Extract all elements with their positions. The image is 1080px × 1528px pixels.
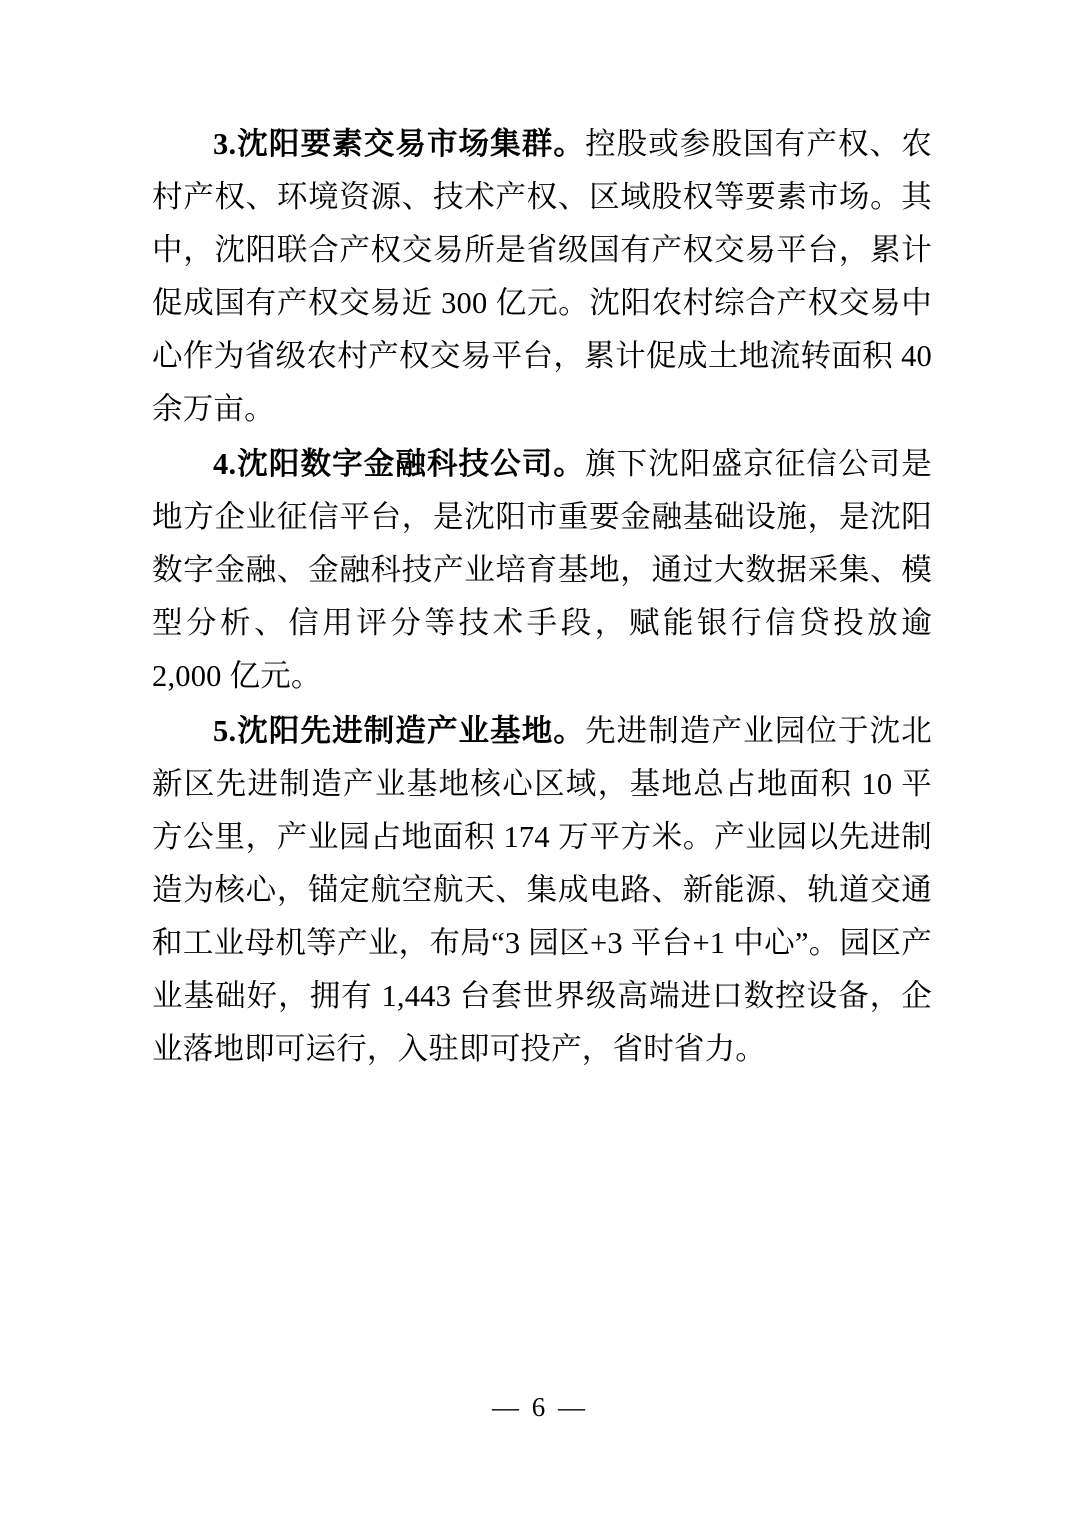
paragraph-4-heading: 4.沈阳数字金融科技公司。 [213, 447, 586, 481]
document-body [152, 118, 932, 1078]
paragraph-5-text: 先进制造产业园位于沈北新区先进制造产业基地核心区域，基地总占地面积 10 平方公里，产业园占地面积 174 万平方米。产业园以先进制造为核心，锚定航空航天、集成电路、新能源、轨道交通和工业母机等产业，布局“3 园区+3 平台+1 中心”。园区产业基础好，拥有 1,443 台套世界级高端进口数控设备，企业落地即可运行，入驻即可投产，省时省力。 [152, 714, 932, 1066]
page-number: — 6 — [492, 1392, 588, 1422]
paragraph-5-heading: 5.沈阳先进制造产业基地。 [213, 714, 586, 748]
paragraph-4-text: 旗下沈阳盛京征信公司是地方企业征信平台，是沈阳市重要金融基础设施，是沈阳数字金融、金融科技产业培育基地，通过大数据采集、模型分析、信用评分等技术手段，赋能银行信贷投放逾 2,000 亿元。 [152, 447, 932, 693]
paragraph-3-heading: 3.沈阳要素交易市场集群。 [213, 127, 586, 161]
paragraph-5 [152, 705, 932, 1076]
paragraph-4 [152, 438, 932, 703]
paragraph-3-text: 控股或参股国有产权、农村产权、环境资源、技术产权、区域股权等要素市场。其中，沈阳联合产权交易所是省级国有产权交易平台，累计促成国有产权交易近 300 亿元。沈阳农村综合产权交易中心作为省级农村产权交易平台，累计促成土地流转面积 40 余万亩。 [152, 127, 932, 426]
paragraph-3 [152, 118, 932, 436]
